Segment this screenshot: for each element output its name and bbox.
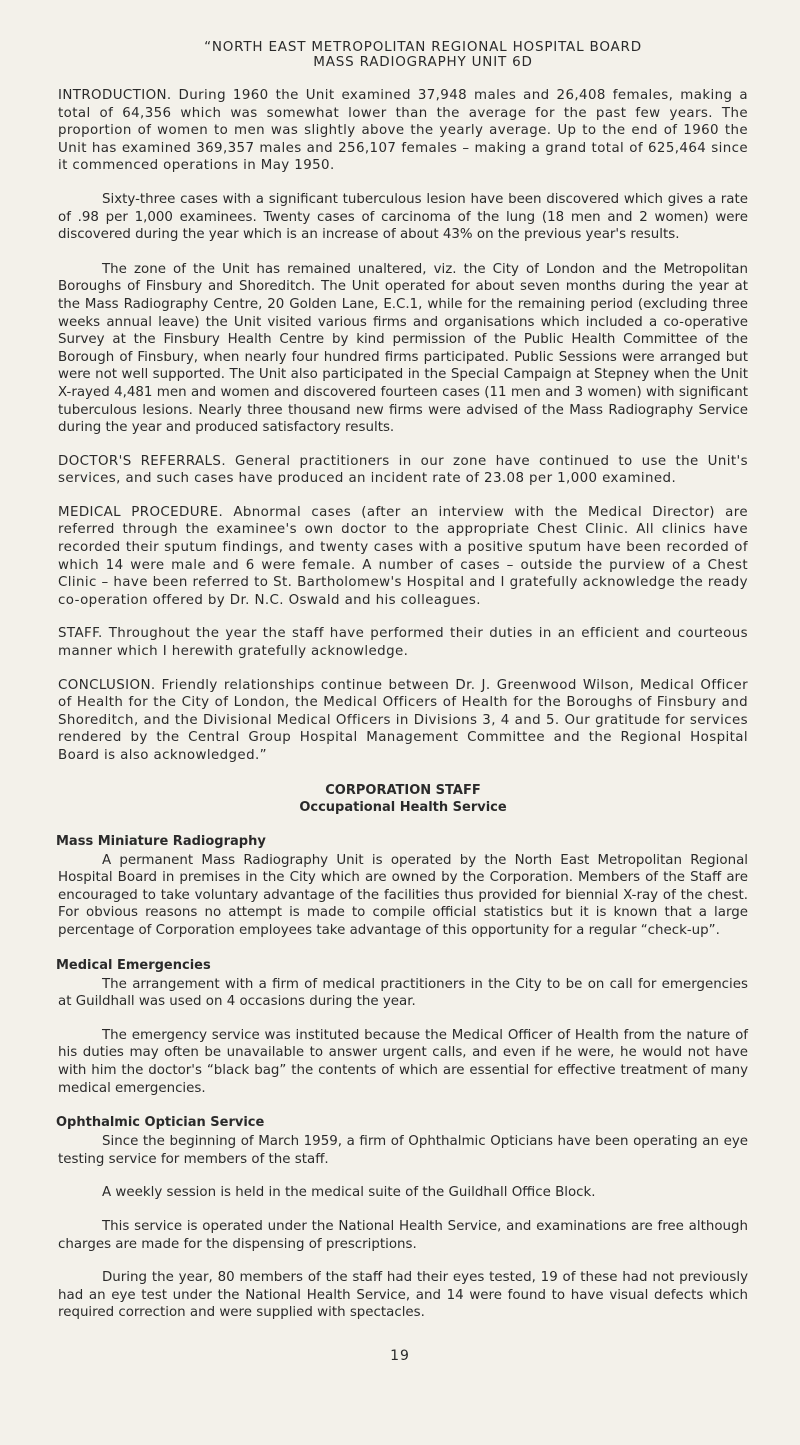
- corporation-staff-heading: CORPORATION STAFF: [325, 782, 481, 798]
- optician-paragraph-1: Since the beginning of March 1959, a firm of Ophthalmic Opticians have been operating an eye testing service for members of the staff.: [58, 1134, 748, 1167]
- occupational-health-subheading: Occupational Health Service: [299, 799, 507, 815]
- introduction-paragraph: INTRODUCTION. During 1960 the Unit examined 37,948 males and 26,408 females, making a total of 64,356 which was somewhat lower than the average for the past few years. The proportion of women to men was slightly above the yearly average. Up to the end of 1960 the Unit has examined 369,357 males and 256,107 females – making a grand total of 625,464 since it commenced operations in May 1950.: [58, 88, 748, 174]
- report-heading: [98, 40, 748, 70]
- optician-paragraph-4: During the year, 80 members of the staff had their eyes tested, 19 of these had not previously had an eye test under the National Health Service, and 14 were found to have visual defects which required correction and were supplied with spectacles.: [58, 1270, 748, 1321]
- cases-paragraph: Sixty-three cases with a significant tuberculous lesion have been discovered which gives a rate of .98 per 1,000 examinees. Twenty cases of carcinoma of the lung (18 men and 2 women) were discovered during the year which is an increase of about 43% on the previous year's results.: [58, 191, 748, 243]
- mass-radiography-paragraph: A permanent Mass Radiography Unit is operated by the North East Metropolitan Regional Hospital Board in premises in the City which are owned by the Corporation. Members of the Staff are encouraged to take voluntary advantage of the facilities thus provided for biennial X-ray of the chest. For obvious reasons no attempt is made to compile official statistics but it is known that a large percentage of Corporation employees take advantage of this opportunity for a regular “check-up”.: [58, 852, 748, 938]
- page-number: 19: [390, 1348, 410, 1364]
- emergencies-paragraph-2: The emergency service was instituted because the Medical Officer of Health from the nature of his duties may often be unavailable to answer urgent calls, and even if he were, he would not have with him the doctor's “black bag” the contents of which are essential for effective treatment of many medical emergencies.: [58, 1027, 748, 1096]
- optician-paragraph-3: This service is operated under the National Health Service, and examinations are free although charges are made for the dispensing of prescriptions.: [58, 1218, 748, 1252]
- ophthalmic-optician-heading: Ophthalmic Optician Service: [56, 1115, 265, 1131]
- medical-procedure-paragraph: MEDICAL PROCEDURE. Abnormal cases (after an interview with the Medical Director) are referred through the examinee's own doctor to the appropriate Chest Clinic. All clinics have recorded their sputum findings, and twenty cases with a positive sputum have been recorded of which 14 were male and 6 were female. A number of cases – outside the purview of a Chest Clinic – have been referred to St. Bartholomew's Hospital and I gratefully acknowledge the ready co-operation offered by Dr. N.C. Oswald and his colleagues.: [58, 504, 748, 608]
- staff-paragraph: STAFF. Throughout the year the staff have performed their duties in an efficient and courteous manner which I herewith gratefully acknowledge.: [58, 626, 748, 660]
- optician-paragraph-2: A weekly session is held in the medical suite of the Guildhall Office Block.: [102, 1185, 596, 1201]
- emergencies-paragraph-1: The arrangement with a firm of medical practitioners in the City to be on call for emergencies at Guildhall was used on 4 occasions during the year.: [58, 976, 748, 1010]
- zone-paragraph: The zone of the Unit has remained unaltered, viz. the City of London and the Metropolitan Boroughs of Finsbury and Shoreditch. The Unit operated for about seven months during the year at the Mass Radiography Centre, 20 Golden Lane, E.C.1, while for the remaining period (excluding three weeks annual leave) the Unit visited various firms and organisations which included a co-operative Survey at the Finsbury Health Centre by kind permission of the Public Health Committee of the Borough of Finsbury, when nearly four hundred firms participated. Public Sessions were arranged but were not well supported. The Unit also participated in the Special Campaign at Stepney when the Unit X-rayed 4,481 men and women and discovered fourteen cases (11 men and 3 women) with significant tuberculous lesions. Nearly three thousand new firms were advised of the Mass Radiography Service during the year and produced satisfactory results.: [58, 261, 748, 436]
- report-heading-line1: “NORTH EAST METROPOLITAN REGIONAL HOSPITAL BOARD: [204, 39, 642, 55]
- mass-radiography-heading: Mass Miniature Radiography: [56, 833, 266, 849]
- conclusion-paragraph: CONCLUSION. Friendly relationships continue between Dr. J. Greenwood Wilson, Medical Officer of Health for the City of London, the Medical Officers of Health for the Boroughs of Finsbury and Shoreditch, and the Divisional Medical Officers in Divisions 3, 4 and 5. Our gratitude for services rendered by the Central Group Hospital Management Committee and the Regional Hospital Board is also acknowledged.”: [58, 677, 748, 763]
- doctors-referrals-paragraph: DOCTOR'S REFERRALS. General practitioners in our zone have continued to use the Unit's services, and such cases have produced an incident rate of 23.08 per 1,000 examined.: [58, 453, 748, 487]
- medical-emergencies-heading: Medical Emergencies: [56, 957, 211, 973]
- report-heading-line2: MASS RADIOGRAPHY UNIT 6D: [313, 54, 533, 70]
